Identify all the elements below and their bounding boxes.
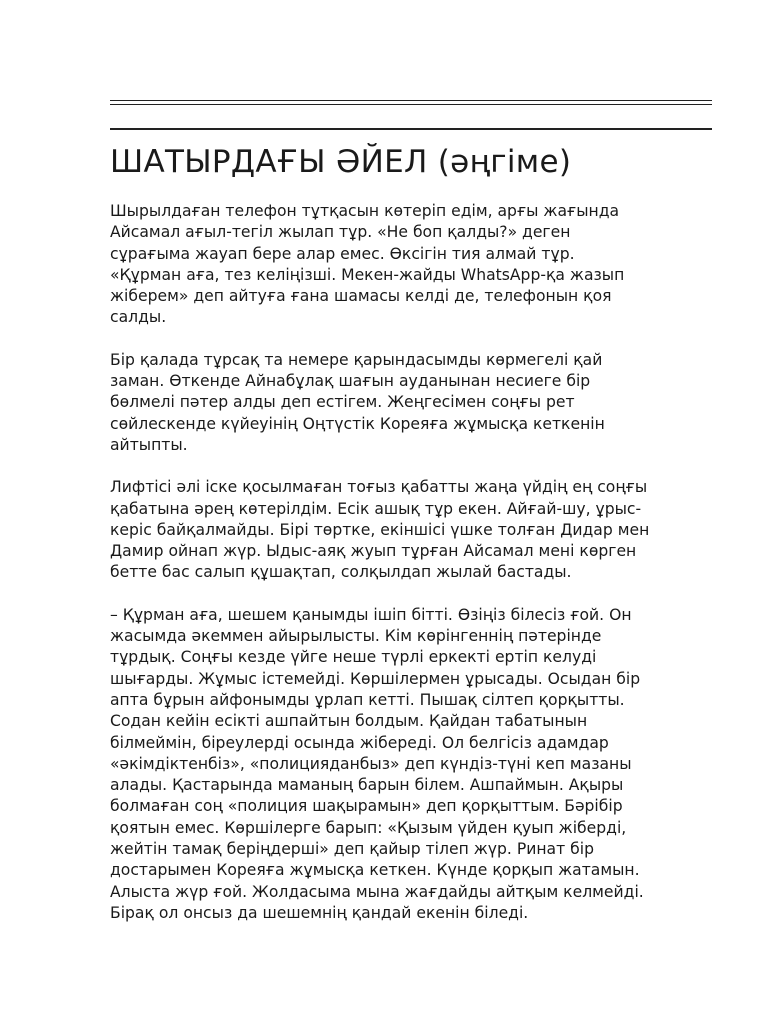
paragraph-line: «Құрман аға, тез келіңізші. Мекен-жайды WhatsApp-қа жазып xyxy=(110,265,625,284)
paragraph-line: «әкімдіктенбіз», «полицияданбыз» деп күндіз-түні кеп мазаны xyxy=(110,754,632,773)
paragraph-line: Бірақ ол онсыз да шешемнің қандай екенін біледі. xyxy=(110,903,529,922)
paragraph-line: бетте бас салып құшақтап, солқылдап жылай бастады. xyxy=(110,563,572,582)
paragraph-line: жасымда әкеммен айырылысты. Кім көрінгеннің пәтерінде xyxy=(110,627,602,646)
paragraph-line: тұрдық. Соңғы кезде үйге неше түрлі еркекті ертіп келуді xyxy=(110,648,597,667)
story-paragraph xyxy=(110,201,716,329)
paragraph-line: достарымен Кореяға жұмысқа кеткен. Күнде қорқып жатамын. xyxy=(110,861,640,880)
paragraph-line: салды. xyxy=(110,308,167,327)
paragraph-line: керіс байқалмайды. Бірі төртке, екіншісі үшке толған Дидар мен xyxy=(110,520,650,539)
story-paragraph xyxy=(110,477,716,583)
story-paragraph xyxy=(110,350,716,456)
paragraph-line: алады. Қастарында маманың барын білем. Ашпаймын. Ақыры xyxy=(110,776,624,795)
paragraph-line: болмаған соң «полиция шақырамын» деп қорқыттым. Бәрібір xyxy=(110,797,623,816)
paragraph-line: Алыста жүр ғой. Жолдасыма мына жағдайды айтқым келмейді. xyxy=(110,882,644,901)
paragraph-line: сұрағыма жауап бере алар емес. Өксігін тия алмай тұр. xyxy=(110,244,575,263)
paragraph-line: айтыпты. xyxy=(110,435,188,454)
paragraph-line: Шырылдаған телефон тұтқасын көтеріп едім, арғы жағында xyxy=(110,202,620,220)
paragraph-line: қоятын емес. Көршілерге барып: «Қызым үйден қуып жіберді, xyxy=(110,818,627,837)
paragraph-line: қабатына әрең көтерілдім. Есік ашық тұр екен. Айғай-шу, ұрыс- xyxy=(110,499,642,518)
story-paragraph xyxy=(110,605,716,924)
paragraph-line: жейтін тамақ беріңдерші» деп қайыр тілеп жүр. Ринат бір xyxy=(110,840,594,859)
paragraph-line: Бір қалада тұрсақ та немере қарындасымды көрмегелі қай xyxy=(110,350,603,369)
paragraph-line: апта бұрын айфонымды ұрлап кетті. Пышақ сілтеп қорқытты. xyxy=(110,690,625,709)
paragraph-line: жіберем» деп айтуға ғана шамасы келді де, телефонын қоя xyxy=(110,287,612,306)
paragraph-line: Дамир ойнап жүр. Ыдыс-аяқ жуып тұрған Айсамал мені көрген xyxy=(110,542,637,561)
header-double-rule-bottom xyxy=(110,104,712,105)
story-title: ШАТЫРДАҒЫ ӘЙЕЛ (әңгіме) xyxy=(110,144,572,180)
paragraph-line: Лифтісі әлі іске қосылмаған тоғыз қабатты жаңа үйдің ең соңғы xyxy=(110,478,648,497)
paragraph-line: Айсамал ағыл-тегіл жылап тұр. «Не боп қалды?» деген xyxy=(110,223,571,242)
paragraph-line: сөйлескенде күйеуінің Оңтүстік Кореяға жұмысқа кеткенін xyxy=(110,414,605,433)
story-body xyxy=(110,201,716,945)
header-double-rule-top xyxy=(110,100,712,101)
paragraph-line: бөлмелі пәтер алды деп естігем. Жеңгесімен соңғы рет xyxy=(110,393,575,412)
paragraph-line: Содан кейін есікті ашпайтын болдым. Қайдан табатынын xyxy=(110,712,588,731)
paragraph-line: білмеймін, біреулерді осында жібереді. Ол белгісіз адамдар xyxy=(110,733,609,752)
paragraph-line: – Құрман аға, шешем қанымды ішіп бітті. Өзіңіз білесіз ғой. Он xyxy=(110,605,632,624)
title-separator-rule xyxy=(110,128,712,130)
paragraph-line: шығарды. Жұмыс істемейді. Көршілермен ұрысады. Осыдан бір xyxy=(110,669,641,688)
paragraph-line: заман. Өткенде Айнабұлақ шағын ауданынан несиеге бір xyxy=(110,372,591,391)
